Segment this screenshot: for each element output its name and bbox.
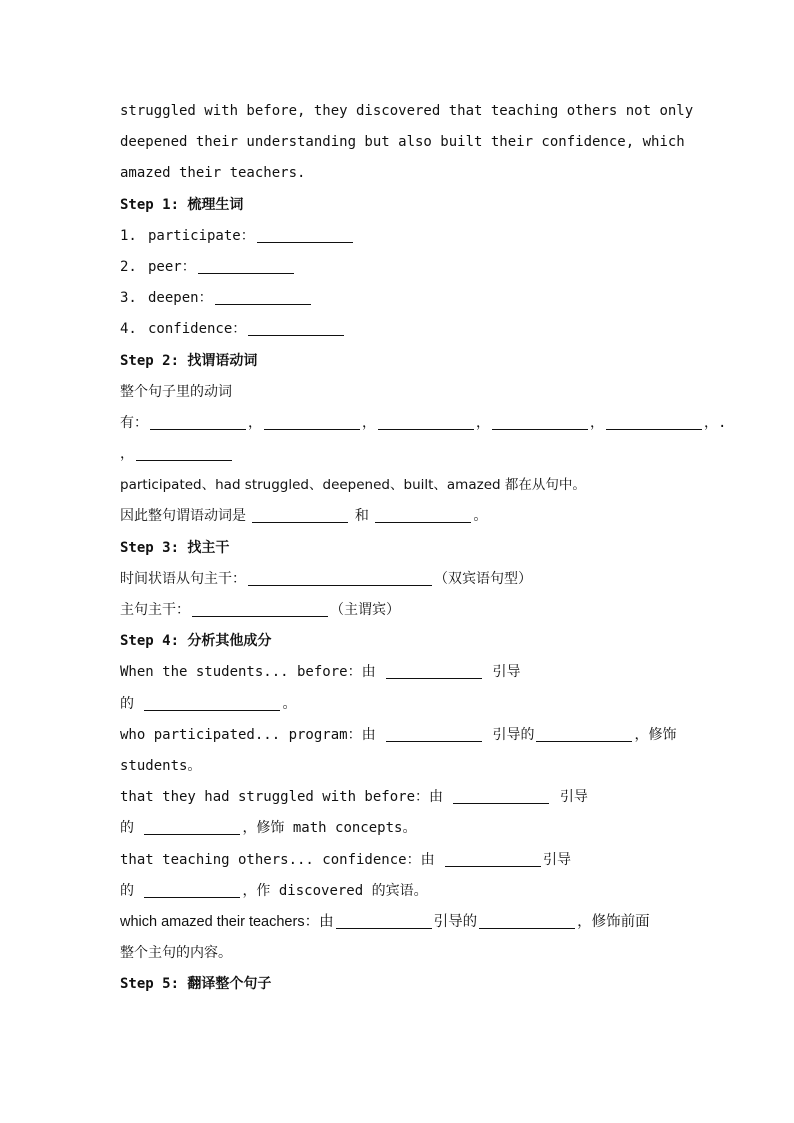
step5-heading: Step 5: 翻译整个句子 [120, 976, 272, 993]
step2-line-5 [120, 501, 680, 532]
step4-e-line-1 [120, 907, 680, 938]
clause-label: which amazed their teachers：由 [120, 913, 334, 930]
answer-blank[interactable] [264, 414, 360, 430]
step3-line-1 [120, 564, 680, 595]
clause-text: ，修饰前面 [577, 913, 650, 930]
separator: ， [248, 414, 262, 431]
answer-blank[interactable] [150, 414, 246, 430]
intro-line-1: struggled with before, they discovered that teaching others not only [120, 103, 694, 119]
answer-blank[interactable] [336, 913, 432, 929]
answer-blank[interactable] [144, 695, 280, 711]
answer-blank[interactable] [378, 414, 474, 430]
step2-line-4: participated、had struggled、deepened、built、amazed 都在从句中。 [120, 477, 586, 494]
vocab-item [120, 221, 680, 252]
step2-line-1: 整个句子里的动词 [120, 383, 232, 400]
answer-blank[interactable] [248, 570, 432, 586]
step3-label: 时间状语从句主干： [120, 570, 246, 587]
separator: ， [476, 414, 490, 431]
answer-blank[interactable] [136, 445, 232, 461]
answer-blank[interactable] [252, 507, 348, 523]
clause-label: When the students... before：由 [120, 664, 376, 681]
trailing-dot: . [718, 414, 727, 431]
answer-blank[interactable] [536, 726, 632, 742]
clause-text: 引导的 [492, 726, 535, 743]
vocab-word: confidence： [148, 321, 247, 338]
answer-blank[interactable] [144, 882, 240, 898]
answer-blank[interactable] [375, 507, 471, 523]
intro-line-3: amazed their teachers. [120, 165, 306, 182]
answer-blank[interactable] [606, 414, 702, 430]
vocab-item [120, 252, 680, 283]
vocab-number: 2. [120, 258, 137, 275]
answer-blank[interactable] [257, 227, 353, 243]
clause-text: ，修饰 [634, 726, 677, 743]
separator: ， [362, 414, 376, 431]
step4-b-line-2: students。 [120, 757, 202, 774]
step4-d-line-2 [120, 876, 680, 907]
period: 。 [473, 508, 488, 525]
step2-verb-blanks [120, 408, 727, 439]
step2-verb-blanks-cont [120, 439, 680, 470]
answer-blank[interactable] [445, 851, 541, 867]
step4-e-line-2: 整个主句的内容。 [120, 945, 232, 962]
step3-line-2 [120, 595, 680, 626]
worksheet-page [120, 96, 727, 1000]
answer-blank[interactable] [198, 258, 294, 274]
clause-text: 的 [120, 820, 134, 837]
step2-prefix: 有： [120, 414, 148, 431]
answer-blank[interactable] [492, 414, 588, 430]
vocab-word: deepen： [148, 290, 213, 307]
clause-label: who participated... program：由 [120, 726, 376, 743]
step3-heading: Step 3: 找主干 [120, 539, 230, 556]
step2-heading: Step 2: 找谓语动词 [120, 352, 258, 369]
vocab-word: participate： [148, 227, 255, 244]
clause-label: that they had struggled with before：由 [120, 789, 444, 806]
clause-text: 的 [120, 695, 134, 712]
step1-heading: Step 1: 梳理生词 [120, 196, 244, 213]
answer-blank[interactable] [386, 663, 482, 679]
answer-blank[interactable] [215, 289, 311, 305]
clause-text: 的 [120, 882, 134, 899]
step3-label: 主句主干： [120, 602, 190, 618]
answer-blank[interactable] [192, 601, 328, 617]
clause-label: that teaching others... confidence：由 [120, 851, 435, 868]
step4-c-line-1 [120, 782, 680, 813]
step4-b-line-1 [120, 720, 680, 751]
vocab-item [120, 283, 680, 314]
clause-text: ，作 discovered 的宾语。 [242, 882, 428, 899]
clause-text: 引导 [543, 851, 572, 868]
answer-blank[interactable] [453, 788, 549, 804]
separator: ， [120, 446, 134, 463]
step4-d-line-1 [120, 845, 680, 876]
vocab-number: 3. [120, 290, 137, 307]
conjunction: 和 [354, 508, 369, 525]
answer-blank[interactable] [248, 320, 344, 336]
step4-a-line-1 [120, 657, 680, 688]
vocab-number: 4. [120, 321, 137, 338]
period: 。 [282, 695, 297, 712]
answer-blank[interactable] [386, 726, 482, 742]
clause-text: 引导的 [433, 913, 478, 930]
step3-note: （双宾语句型） [434, 570, 532, 587]
separator: ， [590, 414, 604, 431]
answer-blank[interactable] [144, 819, 240, 835]
intro-line-2: deepened their understanding but also built their confidence, which [120, 134, 685, 151]
vocab-word: peer： [148, 258, 196, 275]
clause-text: ，修饰 math concepts。 [242, 820, 417, 837]
step4-c-line-2 [120, 813, 680, 844]
separator: ， [704, 414, 718, 431]
answer-blank[interactable] [479, 913, 575, 929]
clause-text: 引导 [492, 664, 521, 681]
step4-a-line-2 [120, 689, 680, 720]
step4-heading: Step 4: 分析其他成分 [120, 633, 272, 650]
vocab-item [120, 314, 680, 345]
step3-note: （主谓宾） [330, 602, 400, 618]
step2-conclusion: 因此整句谓语动词是 [120, 508, 246, 525]
clause-text: 引导 [559, 789, 588, 806]
vocab-number: 1. [120, 227, 137, 244]
